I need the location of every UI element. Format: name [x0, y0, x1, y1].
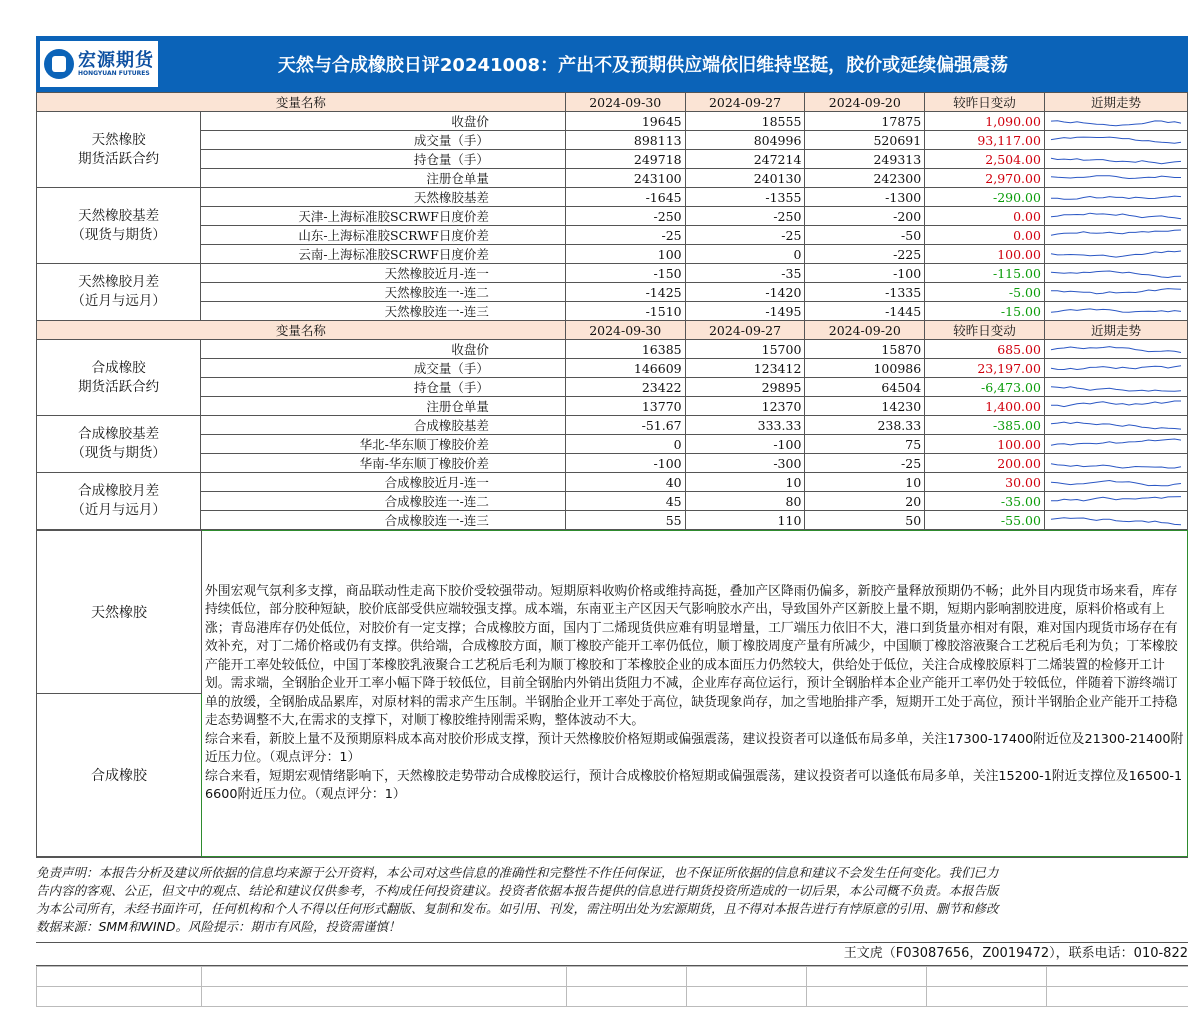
value-d1: 40	[565, 473, 685, 492]
daily-change: 2,970.00	[925, 169, 1045, 188]
value-d2: 240130	[685, 169, 805, 188]
value-d3: 17875	[805, 112, 925, 131]
value-d3: -100	[805, 264, 925, 283]
trend-sparkline	[1045, 264, 1187, 282]
sparkline-path	[1051, 497, 1181, 501]
daily-change: 1,400.00	[925, 397, 1045, 416]
column-header-row	[37, 321, 1188, 340]
header-d3: 2024-09-20	[805, 93, 925, 112]
trend-sparkline	[1045, 302, 1187, 320]
table-row	[37, 492, 1188, 511]
value-d3: 15870	[805, 340, 925, 359]
trend-sparkline	[1045, 112, 1187, 130]
variable-name: 收盘价	[201, 112, 566, 131]
value-d1: -1645	[565, 188, 685, 207]
value-d3: -50	[805, 226, 925, 245]
value-d1: 23422	[565, 378, 685, 397]
category-label	[37, 416, 201, 473]
value-d2: 29895	[685, 378, 805, 397]
category-label	[37, 340, 201, 416]
table-row	[37, 264, 1188, 283]
commentary-text-cell	[202, 531, 1188, 857]
value-d2: -100	[685, 435, 805, 454]
value-d3: 100986	[805, 359, 925, 378]
report-header	[36, 36, 1188, 92]
header-d2: 2024-09-27	[685, 321, 805, 340]
table-row	[37, 245, 1188, 264]
category-label	[37, 473, 201, 530]
variable-name: 山东-上海标准胶SCRWF日度价差	[201, 226, 566, 245]
trend-sparkline	[1045, 150, 1187, 168]
table-row	[37, 416, 1188, 435]
sparkline-path	[1051, 366, 1181, 370]
sparkline-path	[1051, 137, 1181, 143]
category-label-line: 天然橡胶基差	[78, 207, 160, 224]
value-d1: 898113	[565, 131, 685, 150]
variable-name: 持仓量（手）	[201, 150, 566, 169]
report-title: 天然与合成橡胶日评20241008：产出不及预期供应端依旧维持坚挺，胶价或延续偏强震荡	[277, 55, 1009, 76]
table-row	[37, 511, 1188, 530]
trend-sparkline	[1045, 378, 1187, 396]
trend-cell	[1044, 207, 1187, 226]
value-d1: 19645	[565, 112, 685, 131]
trend-cell	[1044, 112, 1187, 131]
value-d3: -1335	[805, 283, 925, 302]
sparkline-path	[1051, 481, 1181, 486]
variable-name: 成交量（手）	[201, 359, 566, 378]
table-row	[37, 169, 1188, 188]
variable-name: 天然橡胶基差	[201, 188, 566, 207]
daily-change: 93,117.00	[925, 131, 1045, 150]
value-d3: 75	[805, 435, 925, 454]
commentary-table	[36, 530, 1188, 857]
sparkline-path	[1051, 422, 1181, 429]
trend-sparkline	[1045, 473, 1187, 491]
value-d3: 20	[805, 492, 925, 511]
value-d2: -35	[685, 264, 805, 283]
disclaimer-line: 告内容的客观、公正，但文中的观点、结论和建议仅供参考，不构成任何投资建议。投资者依据本报告提供的信息进行期货投资所造成的一切后果，本公司概不负责。本报告版	[36, 883, 999, 898]
header-chg: 较昨日变动	[925, 93, 1045, 112]
daily-change: 0.00	[925, 207, 1045, 226]
variable-name: 成交量（手）	[201, 131, 566, 150]
sparkline-path	[1051, 196, 1181, 199]
disclaimer-line: 免责声明：本报告分析及建议所依据的信息均来源于公开资料，本公司对这些信息的准确性和完整性不作任何保证，也不保证所依据的信息和建议不会发生任何变化。我们已力	[36, 865, 999, 880]
sparkline-path	[1051, 347, 1181, 353]
table-row	[37, 150, 1188, 169]
sparkline-path	[1051, 121, 1181, 126]
disclaimer-line: 为本公司所有，未经书面许可，任何机构和个人不得以任何形式翻版、复制和发布。如引用、刊发，需注明出处为宏源期货，且不得对本报告进行有悖原意的引用、删节和修改	[36, 901, 999, 916]
header-chg: 较昨日变动	[925, 321, 1045, 340]
daily-change: -15.00	[925, 302, 1045, 321]
category-label-line: 合成橡胶	[91, 359, 146, 376]
table-row	[37, 473, 1188, 492]
daily-change: -290.00	[925, 188, 1045, 207]
value-d3: 242300	[805, 169, 925, 188]
trend-cell	[1044, 511, 1187, 530]
table-row	[37, 359, 1188, 378]
daily-change: 100.00	[925, 435, 1045, 454]
sparkline-path	[1051, 387, 1181, 392]
variable-name: 合成橡胶基差	[201, 416, 566, 435]
value-d3: -225	[805, 245, 925, 264]
trend-cell	[1044, 416, 1187, 435]
value-d1: -100	[565, 454, 685, 473]
value-d2: -250	[685, 207, 805, 226]
trend-sparkline	[1045, 397, 1187, 415]
value-d2: -25	[685, 226, 805, 245]
sparkline-path	[1051, 271, 1181, 278]
value-d3: 64504	[805, 378, 925, 397]
sparkline-path	[1051, 401, 1181, 407]
sparkline-path	[1051, 439, 1181, 445]
logo-name-cn: 宏源期货	[78, 50, 154, 70]
trend-cell	[1044, 245, 1187, 264]
trend-cell	[1044, 435, 1187, 454]
trend-sparkline	[1045, 207, 1187, 225]
trend-cell	[1044, 378, 1187, 397]
trend-sparkline	[1045, 188, 1187, 206]
trend-sparkline	[1045, 492, 1187, 510]
value-d1: -1425	[565, 283, 685, 302]
value-d2: -1355	[685, 188, 805, 207]
value-d1: 0	[565, 435, 685, 454]
value-d1: 55	[565, 511, 685, 530]
table-row	[37, 188, 1188, 207]
header-d3: 2024-09-20	[805, 321, 925, 340]
value-d3: 10	[805, 473, 925, 492]
variable-name: 云南-上海标准胶SCRWF日度价差	[201, 245, 566, 264]
variable-name: 注册仓单量	[201, 169, 566, 188]
value-d2: 18555	[685, 112, 805, 131]
variable-name: 收盘价	[201, 340, 566, 359]
disclaimer	[36, 857, 1188, 943]
table-row	[37, 207, 1188, 226]
category-label-line: （近月与远月）	[71, 293, 166, 309]
value-d3: -25	[805, 454, 925, 473]
value-d2: 333.33	[685, 416, 805, 435]
trend-cell	[1044, 340, 1187, 359]
disclaimer-line: 数据来源：SMM和WIND。风险提示：期市有风险，投资需谨慎！	[36, 919, 401, 934]
table-row	[37, 226, 1188, 245]
daily-change: -115.00	[925, 264, 1045, 283]
value-d2: 12370	[685, 397, 805, 416]
daily-change: 2,504.00	[925, 150, 1045, 169]
header-trend: 近期走势	[1044, 93, 1187, 112]
value-d2: -300	[685, 454, 805, 473]
value-d1: -25	[565, 226, 685, 245]
sparkline-path	[1051, 289, 1181, 294]
daily-change: 200.00	[925, 454, 1045, 473]
daily-change: -35.00	[925, 492, 1045, 511]
value-d2: -1420	[685, 283, 805, 302]
value-d2: 15700	[685, 340, 805, 359]
trend-cell	[1044, 359, 1187, 378]
category-label-line: 期货活跃合约	[78, 378, 160, 395]
sparkline-path	[1051, 158, 1181, 164]
sparkline-path	[1051, 230, 1181, 235]
trend-sparkline	[1045, 283, 1187, 301]
value-d2: 10	[685, 473, 805, 492]
trend-cell	[1044, 169, 1187, 188]
trend-cell	[1044, 454, 1187, 473]
value-d1: -51.67	[565, 416, 685, 435]
sparkline-path	[1051, 176, 1181, 179]
trend-cell	[1044, 131, 1187, 150]
category-label-line: 合成橡胶基差	[78, 426, 160, 442]
trend-sparkline	[1045, 435, 1187, 453]
category-label-line: 天然橡胶	[91, 131, 146, 148]
daily-change: 100.00	[925, 245, 1045, 264]
company-logo	[40, 41, 158, 87]
value-d3: -200	[805, 207, 925, 226]
table-row	[37, 378, 1188, 397]
daily-change: -5.00	[925, 283, 1045, 302]
variable-name: 合成橡胶近月-连一	[201, 473, 566, 492]
trend-cell	[1044, 492, 1187, 511]
logo-mark-icon	[44, 49, 74, 79]
sparkline-path	[1051, 309, 1181, 312]
category-label	[37, 264, 201, 321]
value-d3: 520691	[805, 131, 925, 150]
daily-change: -6,473.00	[925, 378, 1045, 397]
value-d1: -150	[565, 264, 685, 283]
value-d2: 804996	[685, 131, 805, 150]
variable-name: 合成橡胶连一-连二	[201, 492, 566, 511]
trend-cell	[1044, 226, 1187, 245]
table-row	[37, 397, 1188, 416]
trend-cell	[1044, 473, 1187, 492]
trend-cell	[1044, 397, 1187, 416]
sparkline-path	[1051, 251, 1181, 257]
category-label	[37, 188, 201, 264]
daily-change: 685.00	[925, 340, 1045, 359]
value-d1: 249718	[565, 150, 685, 169]
trend-sparkline	[1045, 454, 1187, 472]
variable-name: 合成橡胶连一-连三	[201, 511, 566, 530]
value-d1: 146609	[565, 359, 685, 378]
value-d1: 45	[565, 492, 685, 511]
variable-name: 注册仓单量	[201, 397, 566, 416]
sparkline-path	[1051, 213, 1181, 219]
trend-sparkline	[1045, 169, 1187, 187]
variable-name: 天然橡胶连一-连三	[201, 302, 566, 321]
trend-sparkline	[1045, 226, 1187, 244]
header-variable-name: 变量名称	[37, 93, 566, 112]
column-header-row	[37, 93, 1188, 112]
category-label-line: 期货活跃合约	[78, 150, 160, 167]
commentary-label-natural: 天然橡胶	[37, 531, 202, 694]
variable-name: 持仓量（手）	[201, 378, 566, 397]
daily-change: 30.00	[925, 473, 1045, 492]
value-d3: 50	[805, 511, 925, 530]
value-d1: 13770	[565, 397, 685, 416]
value-d3: 249313	[805, 150, 925, 169]
table-row	[37, 131, 1188, 150]
commentary-paragraph: 综合来看，新胶上量不及预期原料成本高对胶价形成支撑，预计天然橡胶价格短期或偏强震荡，建议投资者可以逢低布局多单，关注17300-17400附近位及21300-21400附近压力位。（观点评分：1）	[205, 731, 1184, 765]
category-label-line: （现货与期货）	[71, 445, 166, 461]
category-label-line: 合成橡胶月差	[78, 483, 160, 499]
author-contact: 王文虎（F03087656，Z0019472），联系电话：010-822	[36, 943, 1188, 966]
daily-change: 23,197.00	[925, 359, 1045, 378]
table-row	[37, 454, 1188, 473]
trend-sparkline	[1045, 245, 1187, 263]
empty-sheet-rows	[36, 966, 1188, 1007]
trend-sparkline	[1045, 416, 1187, 434]
trend-cell	[1044, 264, 1187, 283]
value-d1: -250	[565, 207, 685, 226]
table-row	[37, 340, 1188, 359]
trend-sparkline	[1045, 340, 1187, 358]
value-d2: 80	[685, 492, 805, 511]
category-label-line: （近月与远月）	[71, 502, 166, 518]
logo-name-en: HONGYUAN FUTURES	[78, 70, 150, 77]
trend-cell	[1044, 302, 1187, 321]
trend-sparkline	[1045, 359, 1187, 377]
category-label	[37, 112, 201, 188]
header-d1: 2024-09-30	[565, 93, 685, 112]
data-table	[36, 92, 1188, 530]
table-row	[37, 302, 1188, 321]
sparkline-path	[1051, 518, 1181, 525]
category-label-line: 天然橡胶月差	[78, 274, 160, 290]
value-d2: 247214	[685, 150, 805, 169]
value-d1: 100	[565, 245, 685, 264]
category-label-line: （现货与期货）	[71, 226, 166, 243]
daily-change: -55.00	[925, 511, 1045, 530]
variable-name: 华南-华东顺丁橡胶价差	[201, 454, 566, 473]
daily-change: 0.00	[925, 226, 1045, 245]
value-d2: 0	[685, 245, 805, 264]
variable-name: 天然橡胶近月-连一	[201, 264, 566, 283]
value-d1: -1510	[565, 302, 685, 321]
daily-change: -385.00	[925, 416, 1045, 435]
header-d1: 2024-09-30	[565, 321, 685, 340]
table-row	[37, 283, 1188, 302]
value-d2: -1495	[685, 302, 805, 321]
value-d3: -1300	[805, 188, 925, 207]
variable-name: 天津-上海标准胶SCRWF日度价差	[201, 207, 566, 226]
table-row	[37, 435, 1188, 454]
trend-sparkline	[1045, 511, 1187, 529]
variable-name: 华北-华东顺丁橡胶价差	[201, 435, 566, 454]
value-d2: 123412	[685, 359, 805, 378]
trend-sparkline	[1045, 131, 1187, 149]
trend-cell	[1044, 188, 1187, 207]
header-variable-name: 变量名称	[37, 321, 566, 340]
header-trend: 近期走势	[1044, 321, 1187, 340]
table-row	[37, 112, 1188, 131]
value-d1: 16385	[565, 340, 685, 359]
value-d3: -1445	[805, 302, 925, 321]
sparkline-path	[1051, 464, 1181, 468]
daily-change: 1,090.00	[925, 112, 1045, 131]
commentary-paragraph: 综合来看，短期宏观情绪影响下，天然橡胶走势带动合成橡胶运行，预计合成橡胶价格短期或偏强震荡，建议投资者可以逢低布局多单，关注15200-1附近支撑位及16500-16600附近压力位。（观点评分：1）	[205, 768, 1183, 802]
value-d3: 14230	[805, 397, 925, 416]
value-d2: 110	[685, 511, 805, 530]
value-d3: 238.33	[805, 416, 925, 435]
variable-name: 天然橡胶连一-连二	[201, 283, 566, 302]
header-d2: 2024-09-27	[685, 93, 805, 112]
commentary-paragraph: 外围宏观气氛利多支撑，商品联动性走高下胶价受较强带动。短期原料收购价格或维持高挺，叠加产区降雨仍偏多，新胶产量释放预期仍不畅；此外目内现货市场来看，库存持续低位，部分胶种短缺，胶价底部受供应端较强支撑。成本端，东南亚主产区因天气影响胶水产出，导致国外产区新胶上量不期，短期内影响割胶进度，原料价格或有上涨；青岛港库存仍处低位，对胶价有一定支撑；合成橡胶方面，国内丁二烯现货供应难有明显增量，工厂端压力依旧不大，港口到货量亦相对有限，难对国内现货市场存在有效补充，对丁二烯价格或仍有支撑。供给端，合成橡胶方面，顺丁橡胶产能开工率仍低位，顺丁橡胶周度产量有所减少，中国顺丁橡胶溶液聚合工艺税后毛利为负；丁苯橡胶产能开工率处较低位，中国丁苯橡胶乳液聚合工艺税后毛利为顺丁橡胶和丁苯橡胶企业的成本面压力仍然较大，供给处于低位，关注合成橡胶原料丁二烯装置的检修开工计划。需求端，全钢胎企业开工率小幅下降于较低位，目前全钢胎内外销出货阻力不减，企业库存高位运行，预计全钢胎样本企业产能开工率仍处于较低位，伴随着下游终端订单的放缓，全钢胎成品累库，对原材料的需求产生压制。半钢胎企业开工率处于高位，缺货现象尚存，加之雪地胎排产季，短期开工处于高位，预计半钢胎企业产能开工持稳走态势调整不大,在需求的支撑下，对顺丁橡胶维持刚需采购，整体波动不大。	[205, 583, 1178, 728]
commentary-label-synthetic: 合成橡胶	[37, 694, 202, 857]
trend-cell	[1044, 283, 1187, 302]
value-d1: 243100	[565, 169, 685, 188]
trend-cell	[1044, 150, 1187, 169]
